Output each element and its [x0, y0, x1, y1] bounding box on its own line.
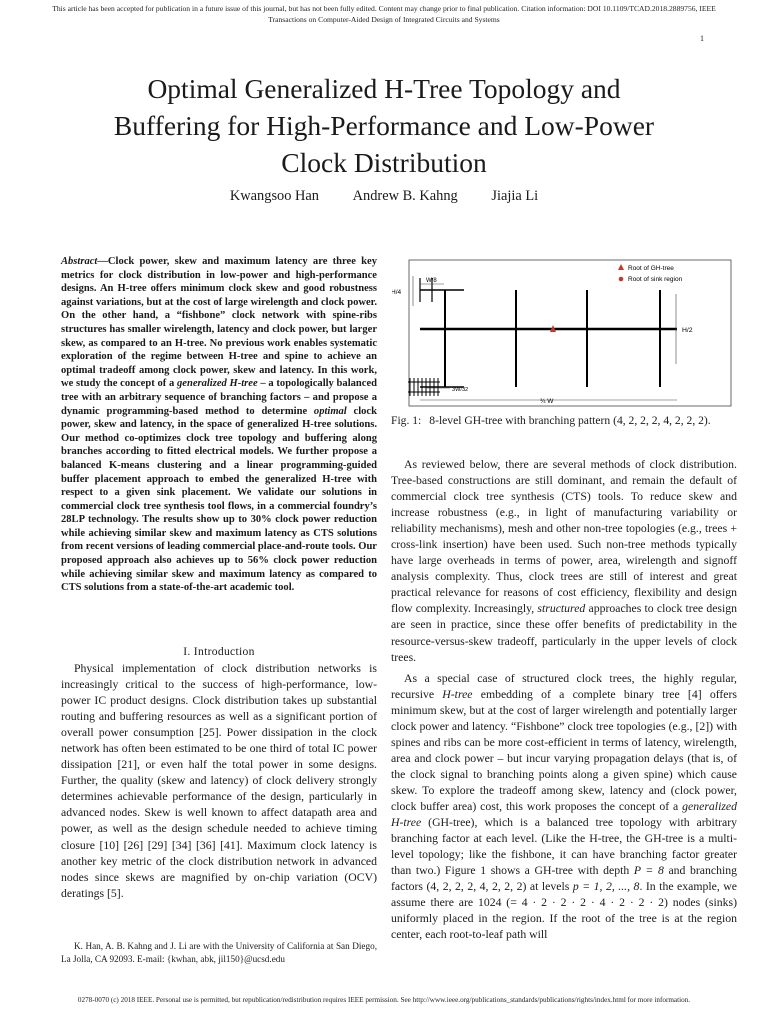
dim-label-h2: H/2 — [682, 327, 693, 334]
math-expression: p = 1, 2, ..., 8 — [572, 880, 640, 894]
author-name: Kwangsoo Han — [229, 188, 320, 204]
gh-tree-figure — [392, 254, 737, 410]
journal-header — [20, 3, 748, 25]
title-line-3: Clock Distribution — [281, 147, 487, 178]
abstract-text: clock power, skew and latency, in the space of generalized H-tree solutions. Our method co-optimizes clock tree topology and buffering along branches according to fitted electrical models. We further propose a balanced K-means clustering and a linear programming-guided buffer placement approach to embed the generalized H-tree with respect to a given sink placement. We validate our solutions in commercial clock tree synthesis tool flows, in a commercial foundry’s 28LP technology. The results show up to 30% clock power reduction while achieving similar skew and maximum latency as CTS solutions from recent versions of leading commercial place-and-route tools. Our proposed approach also achieves up to 56% clock power reduction while achieving similar skew and maximum latency as compared to CTS solutions from a state-of-the-art academic tool. — [61, 405, 377, 594]
abstract-text: – a topologically balanced tree with an arbitrary sequence of branching factors – and propose a dynamic programming-based method to determine — [61, 378, 377, 417]
caption-label: Fig. 1: — [391, 414, 422, 427]
text-run: . In the example, we assume there are 1024 (= 4 · 2 · 2 · 2 · 4 · 2 · 2 · 2) nodes (sinks) uniformly placed in the region. If the root of the tree is at the region center, each root-to-leaf path will — [391, 880, 737, 942]
caption-text: 8-level GH-tree with branching pattern (4, 2, 2, 2, 4, 2, 2, 2). — [429, 414, 711, 427]
section-heading: I. Introduction — [183, 645, 255, 658]
legend-sink-label: Root of sink region — [628, 276, 683, 283]
text-run: and branching factors (4, 2, 2, 2, 4, 2, 2, 2) at levels — [391, 864, 737, 894]
header-line-2: Transactions on Computer-Aided Design of Integrated Circuits and Systems — [268, 15, 500, 24]
paragraph: Physical implementation of clock distribution networks is increasingly critical to the success of high-performance, low-power IC product designs. Clock distribution takes up substantial routing and buffering resources as well as a significant portion of overall power consumption [25]. Power dissipation in the clock network has often been estimated to be one third of total IC power dissipation [21], or even half the total power in some designs. Further, the quality (skew and latency) of clock delivery strongly determines achievable performance of the design, particularly in advanced nodes. Skew is well known to affect datapath area and power, as well as the design schedule needed to achieve timing closure [10] [26] [29] [34] [36] [41]. Maximum clock latency is another key metric of the clock distribution network in advanced nodes since skews are magnified by on-chip variation (OCV) deratings [5]. — [61, 662, 377, 900]
abstract — [61, 255, 377, 595]
paragraph — [391, 671, 737, 944]
abstract-emphasis: optimal — [313, 405, 347, 417]
author-name: Jiajia Li — [491, 188, 539, 204]
text-run: As a special case of structured clock trees, the highly regular, recursive — [391, 671, 737, 701]
abstract-emphasis: generalized H-tree — [177, 378, 258, 390]
copyright-footer: 0278-0070 (c) 2018 IEEE. Personal use is permitted, but republication/redistribution requires IEEE permission. See http://www.ieee.org/publications_standards/publications/rights/index.html for more information. — [77, 996, 691, 1004]
title-line-1: Optimal Generalized H-Tree Topology and — [147, 73, 621, 104]
dim-label-3w32: 3W/32 — [452, 387, 469, 393]
sink-marker-legend-icon — [619, 277, 624, 282]
right-column-body — [391, 457, 737, 943]
emphasis: generalized H-tree — [391, 799, 737, 830]
gh-tree-diagram — [392, 254, 737, 410]
paper-title — [60, 70, 708, 181]
legend — [618, 264, 683, 283]
root-marker-legend-icon — [618, 264, 624, 270]
text-run: (GH-tree), which is a balanced tree topology with arbitrary branching factor at each level. (Like the H-tree, the GH-tree is a multi-level topology; like the fishbone, it can have branching factor greater than two.) Figure 1 shows a GH-tree with depth — [391, 816, 737, 878]
title-line-2: Buffering for High-Performance and Low-Power — [113, 110, 655, 141]
legend-root-label: Root of GH-tree — [628, 265, 674, 272]
header-line-1: This article has been accepted for publication in a future issue of this journal, but has not been fully edited. Content may change prior to final publication. Citation information: DOI 10.1109/TCAD.2018.2889756, IEEE — [52, 4, 716, 13]
abstract-label: Abstract — [61, 256, 98, 267]
page-number: 1 — [700, 34, 704, 43]
paragraph — [391, 457, 737, 666]
dim-label-w8: W/8 — [426, 278, 437, 284]
introduction-body — [61, 661, 377, 902]
text-run: embedding of a complete binary tree [4] offers minimum skew, but at the cost of larger wirelength and potentially larger clock power and latency. “Fishbone” clock tree topologies (e.g., [2]) with spines and ribs can be more cost-efficient in terms of latency, wirelength, area and clock power – but incur varying propagation delays (that is, of the clock signal to branching points along a given spine) which cause skew. To explore the tradeoff among skew, latency and (clock power, clock buffer area) cost, this work proposes the concept of a — [391, 687, 738, 813]
dim-label-34w: ¾ W — [540, 398, 554, 405]
author-affiliation-footnote: K. Han, A. B. Kahng and J. Li are with the University of California at San Diego, La Jolla, CA 92093. E-mail: {kwhan, abk, jil150}@ucsd.edu — [61, 941, 377, 964]
author-list — [0, 188, 768, 205]
text-run: approaches to clock tree design are seen in practice, since these offer benefits of predictability in the resource-versus-skew tradeoff, particularly in the upper levels of clock trees. — [391, 602, 737, 664]
emphasis: structured — [537, 602, 586, 616]
emphasis: H-tree — [442, 687, 473, 701]
figure-caption — [391, 413, 737, 429]
abstract-text: —Clock power, skew and maximum latency are three key metrics for clock distribution in low-power and high-performance designs. An H-tree offers minimum clock skew and good robustness against variations, but at the cost of large wirelength and clock power. On the other hand, a “fishbone” clock network with spine-ribs structures has smaller wirelength, latency and clock power, but larger skew, as compared to an H-tree. No previous work enables systematic exploration of the regime between H-tree and spine to achieve an optimal tradeoff among clock power, skew and latency. In this work, we study the concept of a — [61, 256, 377, 390]
dim-label-h4: H/4 — [392, 289, 402, 296]
author-name: Andrew B. Kahng — [352, 188, 458, 204]
text-run: As reviewed below, there are several methods of clock distribution. Tree-based constructions are still dominant, and remain the default of commercial clock tree synthesis (CTS) tools. To reduce skew and increase robustness (e.g., in light of manufacturing variability or reliability mechanisms), mesh and other non-tree topologies (e.g., trees + cross-link insertion) have been used. Such non-tree methods typically have large overheads in terms of power, area, wirelength and signoff analysis complexity. Thus, clock trees are still of interest and great practical relevance for reasons of cost efficiency, flexibility and design flow complexity. Increasingly, — [391, 458, 737, 616]
math-expression: P = 8 — [633, 864, 664, 878]
